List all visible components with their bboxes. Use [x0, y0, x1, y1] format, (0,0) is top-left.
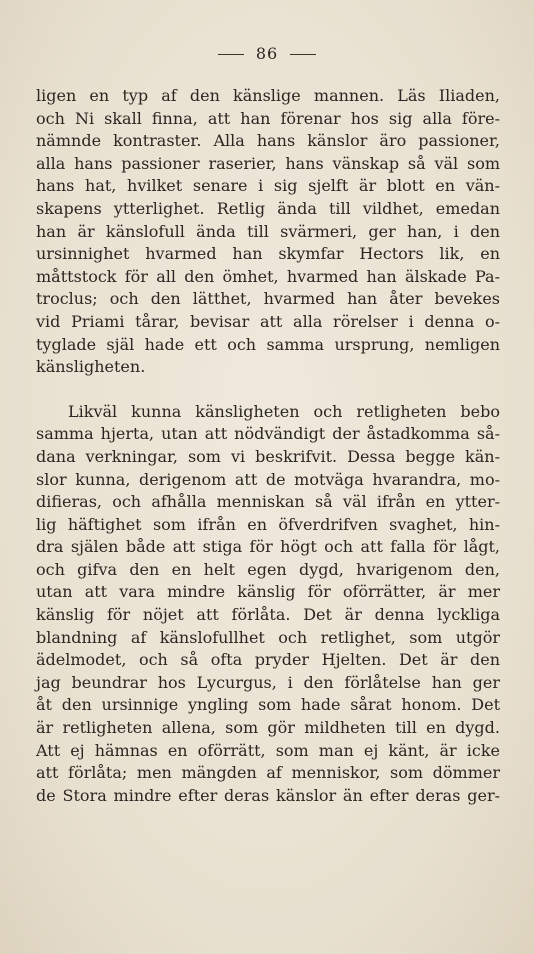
text-line: skapens ytterlighet. Retlig ända till vildhet, emedan	[36, 198, 500, 218]
page-header	[0, 44, 534, 63]
text-line: ädelmodet, och så ofta pryder Hjelten. Det är den	[36, 650, 500, 670]
text-line: ursinnighet hvarmed han skymfar Hectors lik, en	[36, 244, 500, 264]
text-line: lig häftighet som ifrån en öfverdrifven svaghet, hin-	[36, 514, 500, 534]
text-line: utan att vara mindre känslig för oförrätter, är mer	[36, 582, 500, 602]
text-line: ligen en typ af den känslige mannen. Läs Iliaden,	[36, 86, 500, 105]
text-line: blandning af känslofullhet och retlighet, som utgör	[36, 627, 500, 647]
text-line: alla hans passioner raserier, hans vänskap så väl som	[36, 153, 500, 173]
paragraph	[36, 401, 500, 808]
text-line: och Ni skall finna, att han förenar hos sig alla före-	[36, 108, 500, 128]
text-line: jag beundrar hos Lycurgus, i den förlåtelse han ger	[36, 672, 500, 692]
text-line: han är känslofull ända till svärmeri, ger han, i den	[36, 221, 500, 241]
text-line: och gifva den en helt egen dygd, hvarigenom den,	[36, 559, 500, 579]
page-number: 86	[255, 44, 279, 63]
text-line: nämnde kontraster. Alla hans känslor äro passioner,	[36, 131, 500, 151]
text-line: de Stora mindre efter deras känslor än efter deras ger-	[36, 785, 500, 805]
text-line: dra själen både att stiga för högt och att falla för lågt,	[36, 537, 500, 557]
text-line: att förlåta; men mängden af menniskor, som dömmer	[36, 763, 500, 783]
text-line: dana verkningar, som vi beskrifvit. Dessa begge kän-	[36, 446, 500, 466]
text-line: hans hat, hvilket senare i sig sjelft är blott en vän-	[36, 176, 500, 196]
text-line: samma hjerta, utan att nödvändigt der åstadkomma så-	[36, 424, 500, 444]
header-dash-right	[290, 54, 316, 55]
text-line: vid Priami tårar, bevisar att alla rörelser i denna o-	[36, 311, 500, 331]
text-line: är retligheten allena, som gör mildheten till en dygd.	[36, 718, 500, 738]
header-dash-left	[218, 54, 244, 55]
text-line: Likväl kunna känsligheten och retligheten bebo	[68, 401, 500, 421]
text-line: Att ej hämnas en oförrätt, som man ej känt, är icke	[36, 740, 500, 760]
text-line: måttstock för all den ömhet, hvarmed han älskade Pa-	[36, 266, 500, 286]
paragraph	[36, 85, 500, 379]
text-line: känslig för nöjet att förlåta. Det är denna lyckliga	[36, 605, 500, 625]
text-line: känsligheten.	[36, 357, 146, 377]
paragraph-gap	[36, 379, 500, 401]
text-line: tyglade själ hade ett och samma ursprung, nemligen	[36, 334, 500, 354]
body-text	[36, 85, 500, 807]
text-line: slor kunna, derigenom att de motväga hvarandra, mo-	[36, 469, 500, 489]
text-line: difieras, och afhålla menniskan så väl ifrån en ytter-	[36, 492, 500, 512]
text-line: åt den ursinnige yngling som hade sårat honom. Det	[36, 695, 500, 715]
text-line: troclus; och den lätthet, hvarmed han åter bevekes	[36, 289, 500, 309]
